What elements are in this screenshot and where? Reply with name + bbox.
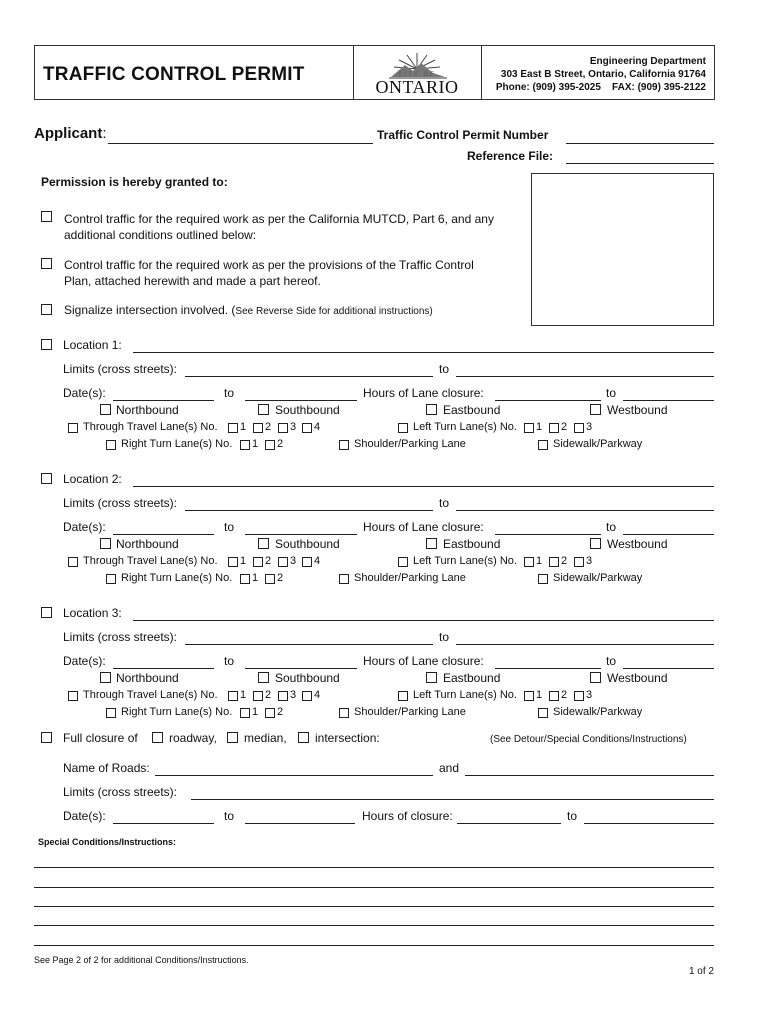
permit-number-label: Traffic Control Permit Number	[377, 128, 549, 142]
left-turn-label: Left Turn Lane(s) No.	[413, 555, 517, 567]
right-turn-checkbox[interactable]	[106, 440, 116, 450]
ontario-logo	[361, 49, 473, 97]
reference-file-field[interactable]	[566, 163, 714, 164]
lane-closure-from-field[interactable]	[495, 534, 601, 535]
shoulder-label: Shoulder/Parking Lane	[354, 706, 466, 718]
logo-city-of: CITY OF	[398, 72, 436, 78]
department-address: 303 East B Street, Ontario, California 91764	[500, 69, 706, 80]
department-info	[496, 55, 706, 94]
through-lanes-checkbox[interactable]	[68, 423, 78, 433]
header-divider	[353, 46, 354, 99]
hours-of-closure-label: Hours of closure:	[362, 809, 453, 823]
location-label: Location 2:	[63, 472, 122, 486]
header-divider	[481, 46, 482, 99]
southbound-label: Southbound	[275, 403, 340, 417]
special-conditions-line-3[interactable]	[34, 906, 714, 907]
left-turn-checkbox[interactable]	[398, 423, 408, 433]
westbound-checkbox[interactable]	[590, 404, 601, 415]
right-turn-2-checkbox[interactable]	[265, 574, 275, 584]
closure-date-to-field[interactable]	[245, 823, 355, 824]
northbound-label: Northbound	[116, 537, 179, 551]
location-block-1	[0, 338, 770, 468]
location-label: Location 3:	[63, 606, 122, 620]
through-lane-3-checkbox[interactable]	[278, 423, 288, 433]
limits-to-field[interactable]	[456, 644, 714, 645]
roadway-checkbox[interactable]	[152, 732, 163, 743]
shoulder-checkbox[interactable]	[339, 708, 349, 718]
right-turn-2-label: 2	[277, 706, 284, 718]
option-mutcd-text: Control traffic for the required work as per the California MUTCD, Part 6, and any additional conditions outlined below:	[64, 212, 494, 242]
date-to-field[interactable]	[245, 668, 357, 669]
through-lanes-checkbox[interactable]	[68, 691, 78, 701]
lane-closure-label: Hours of Lane closure:	[363, 520, 484, 534]
lane-closure-to: to	[606, 520, 617, 534]
location-field[interactable]	[133, 486, 714, 487]
full-closure-label: Full closure of	[63, 731, 138, 745]
right-turn-label: Right Turn Lane(s) No.	[121, 438, 233, 450]
footer-note: See Page 2 of 2 for additional Conditions/Instructions.	[34, 955, 249, 965]
closure-dates-label: Date(s):	[63, 809, 106, 823]
through-lane-4-checkbox[interactable]	[302, 557, 312, 567]
intersection-label: intersection:	[315, 731, 380, 745]
permit-number-field[interactable]	[566, 143, 714, 144]
lane-closure-to-field[interactable]	[623, 400, 714, 401]
limits-to-field[interactable]	[456, 376, 714, 377]
left-turn-1-label: 1	[536, 689, 543, 701]
location-label: Location 1:	[63, 338, 122, 352]
left-turn-3-checkbox[interactable]	[574, 423, 584, 433]
limits-from-field[interactable]	[185, 510, 433, 511]
special-conditions-line-4[interactable]	[34, 925, 714, 926]
logo-text: ONTARIO	[375, 77, 459, 97]
through-lane-2-label: 2	[265, 555, 272, 567]
closure-date-to: to	[224, 809, 235, 823]
intersection-checkbox[interactable]	[298, 732, 309, 743]
right-turn-2-checkbox[interactable]	[265, 440, 275, 450]
special-conditions-label: Special Conditions/Instructions:	[38, 837, 177, 847]
through-lane-2-checkbox[interactable]	[253, 423, 263, 433]
right-turn-1-label: 1	[252, 438, 259, 450]
left-turn-2-label: 2	[561, 555, 568, 567]
option-tcp-checkbox[interactable]	[41, 258, 52, 269]
closure-limits-label: Limits (cross streets):	[63, 785, 178, 799]
right-turn-2-checkbox[interactable]	[265, 708, 275, 718]
date-to-field[interactable]	[245, 400, 357, 401]
northbound-label: Northbound	[116, 671, 179, 685]
stamp-box	[531, 173, 714, 326]
road-name-1-field[interactable]	[155, 775, 433, 776]
date-from-field[interactable]	[113, 534, 214, 535]
left-turn-3-checkbox[interactable]	[574, 691, 584, 701]
sidewalk-label: Sidewalk/Parkway	[553, 438, 643, 450]
special-conditions-line-5[interactable]	[34, 945, 714, 946]
through-lane-3-checkbox[interactable]	[278, 691, 288, 701]
closure-limits-field[interactable]	[191, 799, 714, 800]
eastbound-label: Eastbound	[443, 537, 501, 551]
left-turn-1-checkbox[interactable]	[524, 691, 534, 701]
name-of-roads-label: Name of Roads:	[63, 761, 150, 775]
limits-label: Limits (cross streets):	[63, 630, 178, 644]
date-to: to	[224, 654, 235, 668]
westbound-checkbox[interactable]	[590, 538, 601, 549]
location-checkbox[interactable]	[41, 473, 52, 484]
through-lane-1-checkbox[interactable]	[228, 691, 238, 701]
department-fax: FAX: (909) 395-2122	[612, 82, 706, 93]
lane-closure-label: Hours of Lane closure:	[363, 654, 484, 668]
westbound-label: Westbound	[607, 403, 668, 417]
date-from-field[interactable]	[113, 400, 214, 401]
southbound-checkbox[interactable]	[258, 404, 269, 415]
northbound-checkbox[interactable]	[100, 672, 111, 683]
through-lane-2-label: 2	[265, 689, 272, 701]
lane-closure-to-field[interactable]	[623, 534, 714, 535]
location-field[interactable]	[133, 620, 714, 621]
right-turn-2-label: 2	[277, 572, 284, 584]
northbound-label: Northbound	[116, 403, 179, 417]
right-turn-1-checkbox[interactable]	[240, 708, 250, 718]
right-turn-1-checkbox[interactable]	[240, 440, 250, 450]
closure-hours-to: to	[567, 809, 578, 823]
westbound-checkbox[interactable]	[590, 672, 601, 683]
limits-from-field[interactable]	[185, 644, 433, 645]
right-turn-1-label: 1	[252, 572, 259, 584]
closure-date-from-field[interactable]	[113, 823, 214, 824]
left-turn-1-label: 1	[536, 421, 543, 433]
left-turn-2-checkbox[interactable]	[549, 423, 559, 433]
through-lane-2-label: 2	[265, 421, 272, 433]
left-turn-3-label: 3	[586, 421, 593, 433]
left-turn-3-label: 3	[586, 555, 593, 567]
westbound-label: Westbound	[607, 537, 668, 551]
lane-closure-to: to	[606, 654, 617, 668]
through-lane-4-checkbox[interactable]	[302, 423, 312, 433]
northbound-checkbox[interactable]	[100, 538, 111, 549]
sidewalk-label: Sidewalk/Parkway	[553, 572, 643, 584]
dates-label: Date(s):	[63, 386, 106, 400]
lane-closure-from-field[interactable]	[495, 668, 601, 669]
limits-to: to	[439, 362, 450, 376]
southbound-checkbox[interactable]	[258, 538, 269, 549]
through-lane-1-label: 1	[240, 555, 247, 567]
left-turn-1-checkbox[interactable]	[524, 557, 534, 567]
southbound-checkbox[interactable]	[258, 672, 269, 683]
through-lane-3-label: 3	[290, 555, 297, 567]
right-turn-1-checkbox[interactable]	[240, 574, 250, 584]
and-label: and	[439, 761, 460, 775]
through-lane-2-checkbox[interactable]	[253, 691, 263, 701]
through-lanes-label: Through Travel Lane(s) No.	[83, 689, 218, 701]
option-mutcd-checkbox[interactable]	[41, 211, 52, 222]
left-turn-checkbox[interactable]	[398, 557, 408, 567]
page-number: 1 of 2	[688, 966, 714, 977]
eastbound-checkbox[interactable]	[426, 538, 437, 549]
left-turn-2-label: 2	[561, 689, 568, 701]
right-turn-label: Right Turn Lane(s) No.	[121, 572, 233, 584]
limits-label: Limits (cross streets):	[63, 496, 178, 510]
permission-text: Permission is hereby granted to:	[41, 175, 228, 189]
sidewalk-checkbox[interactable]	[538, 708, 548, 718]
southbound-label: Southbound	[275, 537, 340, 551]
through-lane-3-label: 3	[290, 689, 297, 701]
through-lane-3-label: 3	[290, 421, 297, 433]
eastbound-checkbox[interactable]	[426, 404, 437, 415]
left-turn-label: Left Turn Lane(s) No.	[413, 689, 517, 701]
dates-label: Date(s):	[63, 654, 106, 668]
special-conditions-line-1[interactable]	[34, 867, 714, 868]
shoulder-label: Shoulder/Parking Lane	[354, 438, 466, 450]
right-turn-checkbox[interactable]	[106, 574, 116, 584]
lane-closure-label: Hours of Lane closure:	[363, 386, 484, 400]
shoulder-checkbox[interactable]	[339, 574, 349, 584]
limits-to: to	[439, 496, 450, 510]
through-lane-4-label: 4	[314, 555, 321, 567]
southbound-label: Southbound	[275, 671, 340, 685]
right-turn-1-label: 1	[252, 706, 259, 718]
sidewalk-label: Sidewalk/Parkway	[553, 706, 643, 718]
roadway-label: roadway,	[169, 731, 217, 745]
through-lanes-checkbox[interactable]	[68, 557, 78, 567]
left-turn-2-label: 2	[561, 421, 568, 433]
left-turn-3-checkbox[interactable]	[574, 557, 584, 567]
closure-hours-from-field[interactable]	[457, 823, 561, 824]
left-turn-1-label: 1	[536, 555, 543, 567]
through-lanes-label: Through Travel Lane(s) No.	[83, 421, 218, 433]
right-turn-2-label: 2	[277, 438, 284, 450]
location-block-3	[0, 606, 770, 736]
through-lane-4-checkbox[interactable]	[302, 691, 312, 701]
shoulder-label: Shoulder/Parking Lane	[354, 572, 466, 584]
limits-to-field[interactable]	[456, 510, 714, 511]
lane-closure-to-field[interactable]	[623, 668, 714, 669]
sidewalk-checkbox[interactable]	[538, 574, 548, 584]
dates-label: Date(s):	[63, 520, 106, 534]
road-name-2-field[interactable]	[465, 775, 714, 776]
eastbound-label: Eastbound	[443, 403, 501, 417]
median-label: median,	[244, 731, 287, 745]
reference-file-label: Reference File:	[467, 149, 554, 163]
through-lanes-label: Through Travel Lane(s) No.	[83, 555, 218, 567]
option-tcp-text: Control traffic for the required work as per the provisions of the Traffic Control Plan, attached herewith and made a part hereof.	[64, 258, 474, 288]
location-block-2	[0, 472, 770, 602]
limits-to: to	[439, 630, 450, 644]
eastbound-checkbox[interactable]	[426, 672, 437, 683]
sidewalk-checkbox[interactable]	[538, 440, 548, 450]
full-closure-checkbox[interactable]	[41, 732, 52, 743]
lane-closure-to: to	[606, 386, 617, 400]
limits-from-field[interactable]	[185, 376, 433, 377]
lane-closure-from-field[interactable]	[495, 400, 601, 401]
limits-label: Limits (cross streets):	[63, 362, 178, 376]
location-field[interactable]	[133, 352, 714, 353]
through-lane-4-label: 4	[314, 421, 321, 433]
northbound-checkbox[interactable]	[100, 404, 111, 415]
full-closure-note: (See Detour/Special Conditions/Instructions)	[490, 734, 687, 745]
option-signal-text: Signalize intersection involved. (See Reverse Side for additional instructions)	[64, 303, 433, 317]
left-turn-2-checkbox[interactable]	[549, 691, 559, 701]
form-title: TRAFFIC CONTROL PERMIT	[43, 64, 305, 85]
shoulder-checkbox[interactable]	[339, 440, 349, 450]
westbound-label: Westbound	[607, 671, 668, 685]
applicant-label: Applicant:	[34, 125, 107, 142]
left-turn-2-checkbox[interactable]	[549, 557, 559, 567]
special-conditions-line-2[interactable]	[34, 887, 714, 888]
department-name: Engineering Department	[589, 56, 706, 67]
date-to: to	[224, 520, 235, 534]
through-lane-1-label: 1	[240, 689, 247, 701]
through-lane-1-checkbox[interactable]	[228, 557, 238, 567]
date-from-field[interactable]	[113, 668, 214, 669]
header-box	[34, 45, 715, 100]
eastbound-label: Eastbound	[443, 671, 501, 685]
option-signal-checkbox[interactable]	[41, 304, 52, 315]
through-lane-4-label: 4	[314, 689, 321, 701]
through-lane-1-checkbox[interactable]	[228, 423, 238, 433]
location-checkbox[interactable]	[41, 607, 52, 618]
through-lane-3-checkbox[interactable]	[278, 557, 288, 567]
left-turn-1-checkbox[interactable]	[524, 423, 534, 433]
left-turn-label: Left Turn Lane(s) No.	[413, 421, 517, 433]
right-turn-checkbox[interactable]	[106, 708, 116, 718]
date-to-field[interactable]	[245, 534, 357, 535]
department-phone: Phone: (909) 395-2025	[495, 82, 601, 93]
date-to: to	[224, 386, 235, 400]
location-checkbox[interactable]	[41, 339, 52, 350]
left-turn-checkbox[interactable]	[398, 691, 408, 701]
closure-hours-to-field[interactable]	[584, 823, 714, 824]
median-checkbox[interactable]	[227, 732, 238, 743]
applicant-field[interactable]	[108, 143, 373, 144]
right-turn-label: Right Turn Lane(s) No.	[121, 706, 233, 718]
through-lane-2-checkbox[interactable]	[253, 557, 263, 567]
left-turn-3-label: 3	[586, 689, 593, 701]
through-lane-1-label: 1	[240, 421, 247, 433]
